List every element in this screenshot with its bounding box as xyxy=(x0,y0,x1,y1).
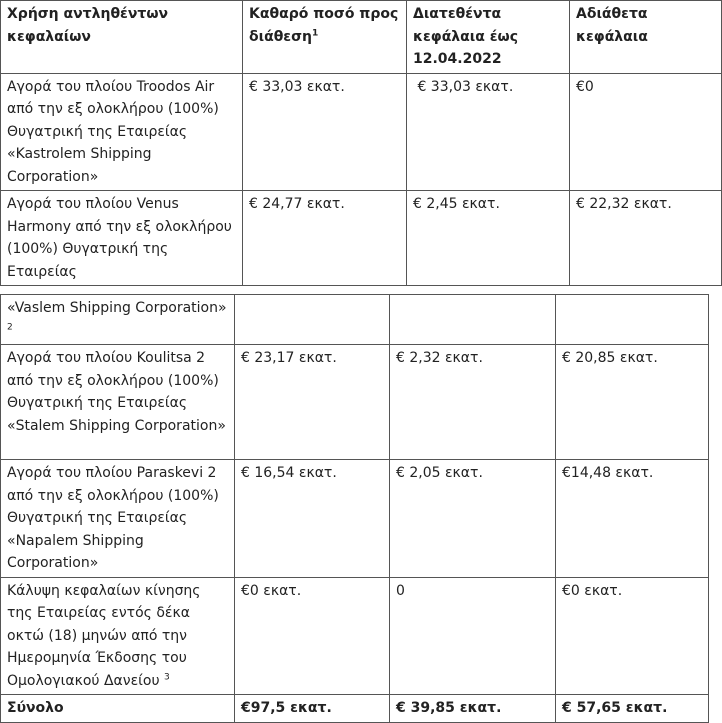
header-row xyxy=(1,1,722,74)
table-row xyxy=(1,73,722,191)
total-label: Σύνολο xyxy=(1,695,235,723)
net-cell: € 33,03 εκατ. xyxy=(243,73,407,191)
net-cell xyxy=(235,295,390,345)
total-undisbursed: € 57,65 εκατ. xyxy=(556,695,709,723)
undisbursed-cell: €0 xyxy=(570,73,722,191)
table-row xyxy=(1,460,709,578)
undisbursed-cell: €14,48 εκατ. xyxy=(556,460,709,578)
header-undisbursed: Αδιάθετα κεφάλαια xyxy=(570,1,722,74)
table-row xyxy=(1,577,709,695)
disbursed-cell: € 2,45 εκατ. xyxy=(407,191,570,286)
header-disbursed: Διατεθέντα κεφάλαια έως 12.04.2022 xyxy=(407,1,570,74)
disbursed-cell: € 33,03 εκατ. xyxy=(407,73,570,191)
header-use: Χρήση αντληθέντων κεφαλαίων xyxy=(1,1,243,74)
net-cell: € 24,77 εκατ. xyxy=(243,191,407,286)
table-row xyxy=(1,191,722,286)
undisbursed-cell xyxy=(556,295,709,345)
use-cell: Αγορά του πλοίου Venus Harmony από την εξ ολοκλήρου (100%) Θυγατρική της Εταιρείας xyxy=(1,191,243,286)
disbursed-cell: € 2,05 εκατ. xyxy=(390,460,556,578)
use-cell: Αγορά του πλοίου Troodos Air από την εξ ολοκλήρου (100%) Θυγατρική της Εταιρείας «Kastrolem Shipping Corporation» xyxy=(1,73,243,191)
proceeds-table-part-1 xyxy=(0,0,722,286)
net-cell: € 23,17 εκατ. xyxy=(235,345,390,460)
use-cell: Αγορά του πλοίου Paraskevi 2 από την εξ ολοκλήρου (100%) Θυγατρική της Εταιρείας «Napalem Shipping Corporation» xyxy=(1,460,235,578)
proceeds-table-part-2 xyxy=(0,294,709,723)
net-cell: € 16,54 εκατ. xyxy=(235,460,390,578)
disbursed-cell xyxy=(390,295,556,345)
undisbursed-cell: € 20,85 εκατ. xyxy=(556,345,709,460)
undisbursed-cell: €0 εκατ. xyxy=(556,577,709,695)
header-net-amount: Καθαρό ποσό προς διάθεση$^1$ xyxy=(243,1,407,74)
use-cell: «Vaslem Shipping Corporation» $^2$ xyxy=(1,295,235,345)
use-cell: Κάλυψη κεφαλαίων κίνησης της Εταιρείας εντός δέκα οκτώ (18) μηνών από την Ημερομηνία Έκδοσης του Ομολογιακού Δανείου $^3$ xyxy=(1,577,235,695)
total-row xyxy=(1,695,709,723)
use-cell: Αγορά του πλοίου Koulitsa 2 από την εξ ολοκλήρου (100%) Θυγατρική της Εταιρείας «Stalem Shipping Corporation» xyxy=(1,345,235,460)
disbursed-cell: 0 xyxy=(390,577,556,695)
table-row xyxy=(1,295,709,345)
net-cell: €0 εκατ. xyxy=(235,577,390,695)
total-net: €97,5 εκατ. xyxy=(235,695,390,723)
table-row xyxy=(1,345,709,460)
undisbursed-cell: € 22,32 εκατ. xyxy=(570,191,722,286)
total-disbursed: € 39,85 εκατ. xyxy=(390,695,556,723)
disbursed-cell: € 2,32 εκατ. xyxy=(390,345,556,460)
